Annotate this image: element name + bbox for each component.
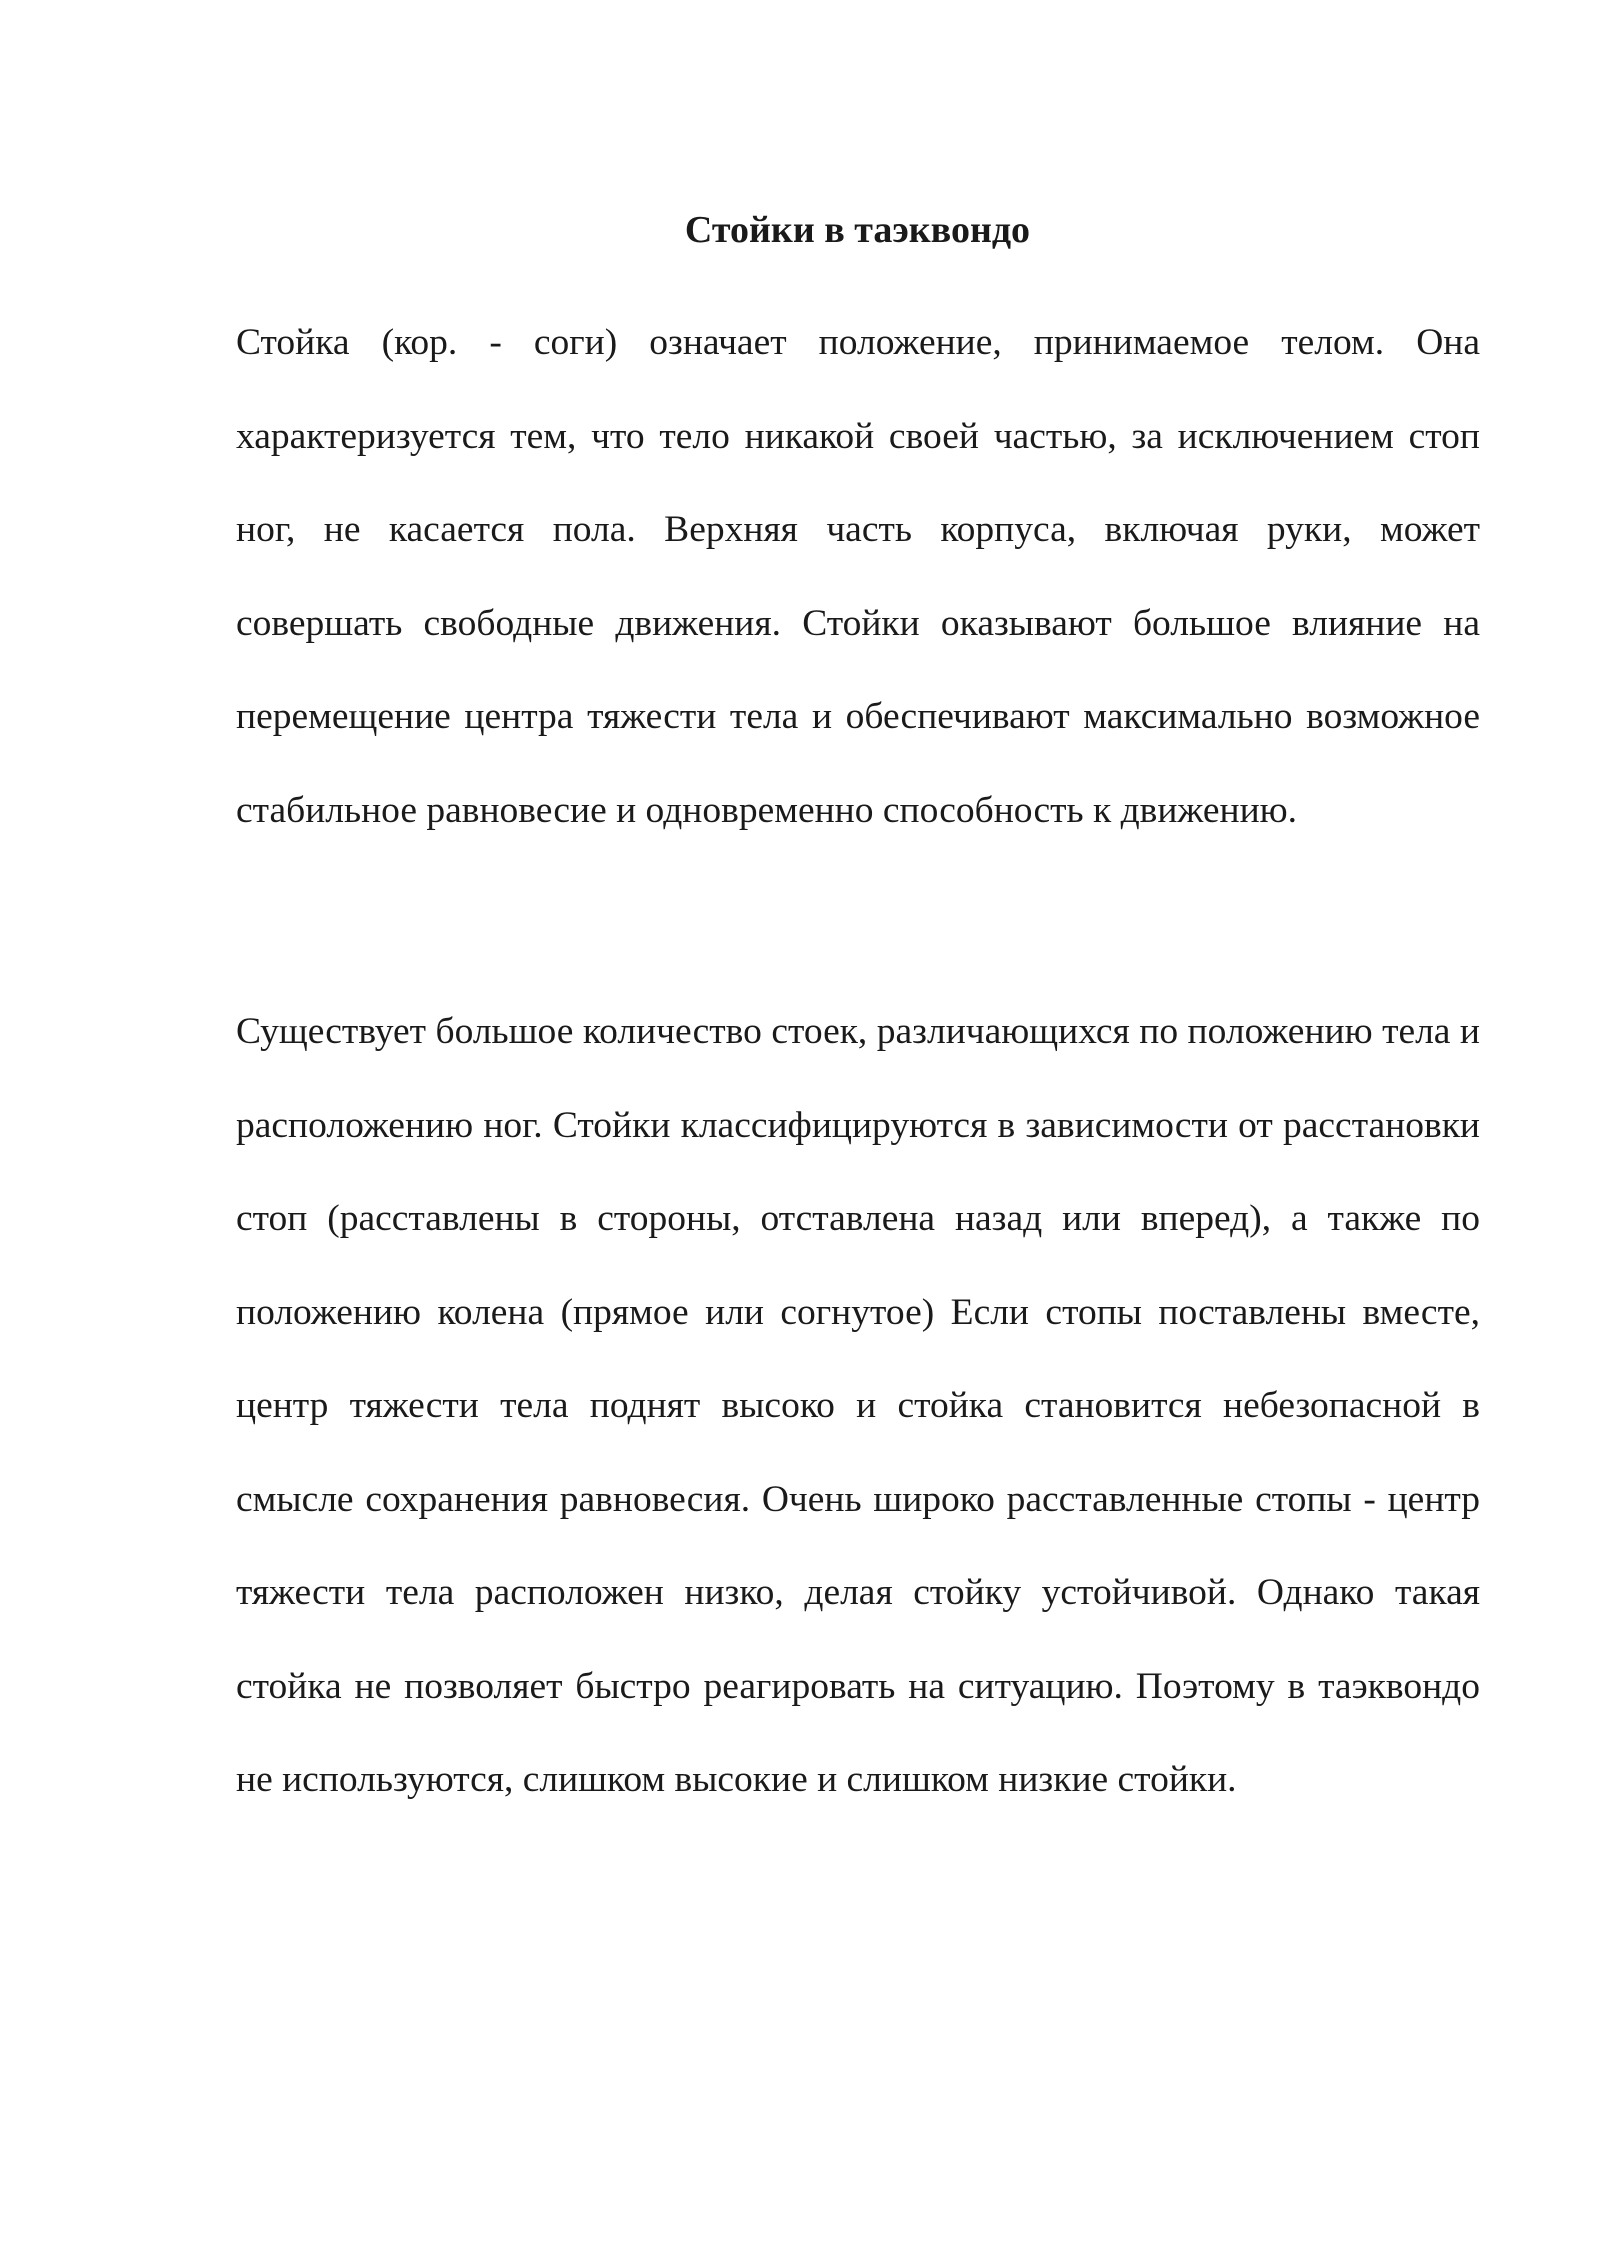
paragraph-1: Стойка (кор. - соги) означает положение, принимаемое телом. Она характеризуется тем, что тело никакой своей частью, за исключением стоп ног, не касается пола. Верхняя часть корпуса, включая руки, может совершать свободные движения. Стойки оказывают большое влияние на перемещение центра тяжести тела и обеспечивают максимально возможное стабильное равновесие и одновременно способность к движению. xyxy=(236,322,1480,831)
paragraph-2: Существует большое количество стоек, различающихся по положению тела и расположению ног. Стойки классифицируются в зависимости от расстановки стоп (расставлены в стороны, отставлена назад или вперед), а также по положению колена (прямое или согнутое) Если стопы поставлены вместе, центр тяжести тела поднят высоко и стойка становится небезопасной в смысле сохранения равновесия. Очень широко расставленные стопы - центр тяжести тела расположен низко, делая стойку устойчивой. Однако такая стойка не позволяет быстро реагировать на ситуацию. Поэтому в таэквондо не используются, слишком высокие и слишком низкие стойки. xyxy=(236,1011,1480,1800)
document-title: Стойки в таэквондо xyxy=(684,209,1031,251)
